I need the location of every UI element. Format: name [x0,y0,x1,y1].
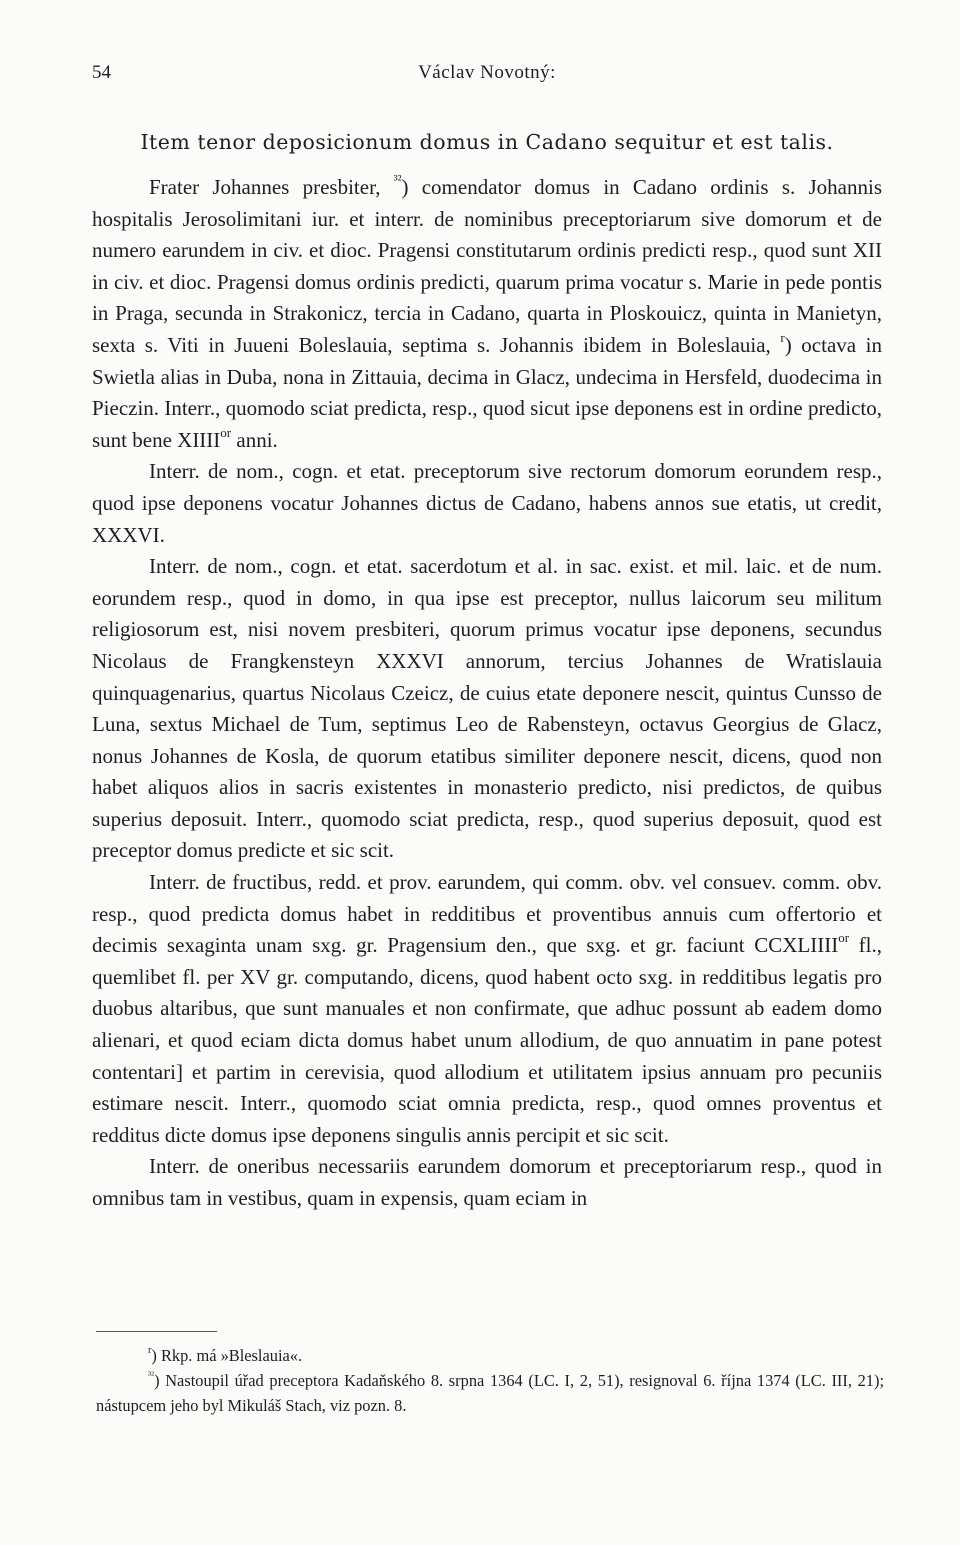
page-number: 54 [92,62,111,83]
page-header [92,62,882,90]
footnote-ref-r: r [780,330,785,346]
paragraph-1: Frater Johannes presbiter, $^{^{32}}$) comendator domus in Cadano ordinis s. Johannis hospitalis Jerosolimitani iur. et interr. de nominibus preceptoriarum sive domorum et de numero earundem in civ. et dioc. Pragensi constitutarum ordinis predicti resp., quod sunt XII in civ. et dioc. Pragensi domus ordinis predicti, quarum prima vocatur s. Marie in pede pontis in Praga, secunda in Strakonicz, tercia in Cadano, quarta in Ploskouicz, quinta in Manietyn, sexta s. Viti in Juueni Boleslauia, septima s. Johannis ibidem in Boleslauia, $^r$) octava in Swietla alias in Duba, nona in Zittauia, decima in Glacz, undecima in Hersfeld, duodecima in Pieczin. Interr., quomodo sciat predicta, resp., quod sicut ipse deponens est in ordine predicto, sunt bene $XIIII^{or}$ anni. [92,172,882,452]
section-heading: Item tenor deposicionum domus in Cadano sequitur et est talis. [140,130,834,154]
body-text [92,172,882,1215]
ordinal-suffix: or [220,424,232,440]
paragraph-5: Interr. de oneribus necessariis earundem domorum et preceptoriarum resp., quod in omnibus tam in vestibus, quam in expensis, quam eciam in [92,1154,882,1210]
paragraph-3: Interr. de nom., cogn. et etat. sacerdotum et al. in sac. exist. et mil. laic. et de num. eorundem resp., quod in domo, in qua ipse est preceptor, nullus laicorum seu militum religiosorum est, nisi novem presbiteri, quorum primus vocatur ipse deponens, secundus Nicolaus de Frangkensteyn XXXVI annorum, tercius Johannes de Wratislauia quinquagenarius, quartus Nicolaus Czeicz, de cuius etate deponere nescit, quintus Cunsso de Luna, sextus Michael de Tum, septimus Leo de Rabensteyn, octavus Georgius de Glacz, nonus Johannes de Kosla, de quorum etatibus similiter deponere nescit, dicens, quod non habet aliquos alios in sacris existentes in monasterio predicto, nisi predictos, de quibus superius deposuit. Interr., quomodo sciat predicta, resp., quod superius deposuit, quod est preceptor domus predicte et sic scit. [92,554,882,863]
footnote-mark: ³² [148,1370,155,1382]
footnote-divider [96,1331,217,1332]
footnote-32: $^{^{32}}$) Nastoupil úřad preceptora Kadaňského 8. srpna 1364 (LC. I, 2, 51), resignoval 6. října 1374 (LC. III, 21); nástupcem jeho byl Mikuláš Stach, viz pozn. 8. [96,1370,884,1415]
ordinal-suffix: or [838,930,850,946]
paragraph-2: Interr. de nom., cogn. et etat. preceptorum sive rectorum domorum eorundem resp., quod ipse deponens vocatur Johannes dictus de Cadano, habens annos sue etatis, ut credit, XXXVI. [92,459,882,547]
running-title: Václav Novotný: [418,62,556,83]
paragraph-4: Interr. de fructibus, redd. et prov. earundem, qui comm. obv. vel consuev. comm. obv. resp., quod predicta domus habet in redditibus et proventibus annuis cum offertorio et decimis sexaginta unam sxg. gr. Pragensium den., que sxg. et gr. faciunt $CCXLIIII^{or}$ fl., quemlibet fl. per XV gr. computando, dicens, quod habent octo sxg. in redditibus legatis pro duobus altaribus, que sunt manuales et non confirmate, que adhuc possunt ab eadem domo alienari, et quod eciam dicta domus habet unum allodium, de quo annuatim in pane potest contentari] et partim in cerevisia, quod allodium et utilitatem ipsius annuam pro pecuniis estimare nescit. Interr., quomodo sciat omnia predicta, resp., quod omnes proventus et redditus dicte domus ipse deponens singulis annis percipit et sic scit. [92,870,883,1147]
footnote-ref-32: ³² [393,172,402,188]
footnote-r: $^r$) Rkp. má »Bleslauia«. [148,1345,303,1365]
footnote-mark: r [148,1345,152,1357]
footnotes [96,1343,884,1418]
